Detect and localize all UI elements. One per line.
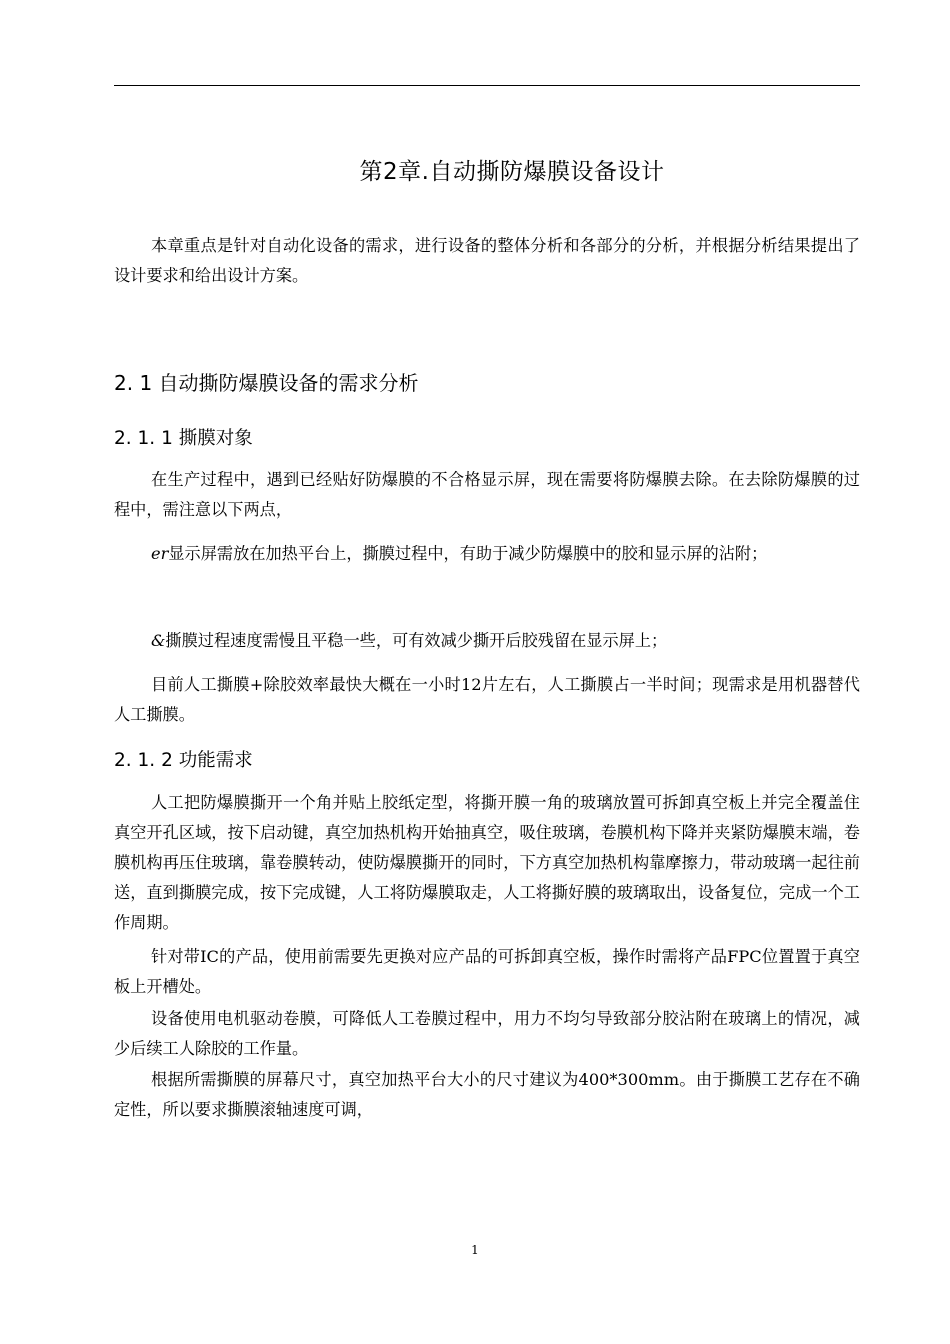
paragraph: 人工把防爆膜撕开一个角并贴上胶纸定型，将撕开膜一角的玻璃放置可拆卸真空板上并完全覆盖住真空开孔区域，按下启动键，真空加热机构开始抽真空，吸住玻璃，卷膜机构下降并夹紧防爆膜末端，卷膜机构再压住玻璃，靠卷膜转动，使防爆膜撕开的同时，下方真空加热机构靠摩擦力，带动玻璃一起往前送，直到撕膜完成，按下完成键，人工将防爆膜取走，人工将撕好膜的玻璃取出，设备复位，完成一个工作周期。 — [114, 793, 860, 932]
intro-paragraph: 本章重点是针对自动化设备的需求，进行设备的整体分析和各部分的分析，并根据分析结果提出了设计要求和给出设计方案。 — [114, 236, 860, 285]
bullet-glyph: & — [151, 631, 166, 650]
section-2-1-1-heading: 2. 1. 1 撕膜对象 — [114, 428, 253, 449]
bullet-item-2 — [114, 626, 860, 656]
page-number: 1 — [471, 1243, 479, 1257]
paragraph: 针对带IC的产品，使用前需要先更换对应产品的可拆卸真空板，操作时需将产品FPC位置置于真空板上开槽处。 — [114, 947, 860, 996]
paragraph: 目前人工撕膜+除胶效率最快大概在一小时12片左右，人工撕膜占一半时间；现需求是用机器替代人工撕膜。 — [114, 675, 860, 724]
header-rule — [114, 85, 860, 86]
paragraph: 根据所需撕膜的屏幕尺寸，真空加热平台大小的尺寸建议为400*300mm。由于撕膜工艺存在不确定性，所以要求撕膜滚轴速度可调， — [114, 1070, 860, 1119]
paragraph: 在生产过程中，遇到已经贴好防爆膜的不合格显示屏，现在需要将防爆膜去除。在去除防爆膜的过程中，需注意以下两点， — [114, 470, 860, 519]
bullet-item-1 — [114, 532, 860, 575]
section-2-1-heading: 2. 1 自动撕防爆膜设备的需求分析 — [114, 371, 419, 395]
section-2-1-2-heading: 2. 1. 2 功能需求 — [114, 750, 253, 771]
paragraph: 设备使用电机驱动卷膜，可降低人工卷膜过程中，用力不均匀导致部分胶沾附在玻璃上的情况，减少后续工人除胶的工作量。 — [114, 1009, 860, 1058]
bullet-text: 撕膜过程速度需慢且平稳一些，可有效减少撕开后胶残留在显示屏上； — [165, 631, 668, 650]
bullet-glyph: er — [151, 544, 169, 563]
bullet-text: 显示屏需放在加热平台上，撕膜过程中，有助于减少防爆膜中的胶和显示屏的沾附； — [168, 544, 768, 563]
chapter-title: 第2章.自动撕防爆膜设备设计 — [359, 159, 665, 185]
